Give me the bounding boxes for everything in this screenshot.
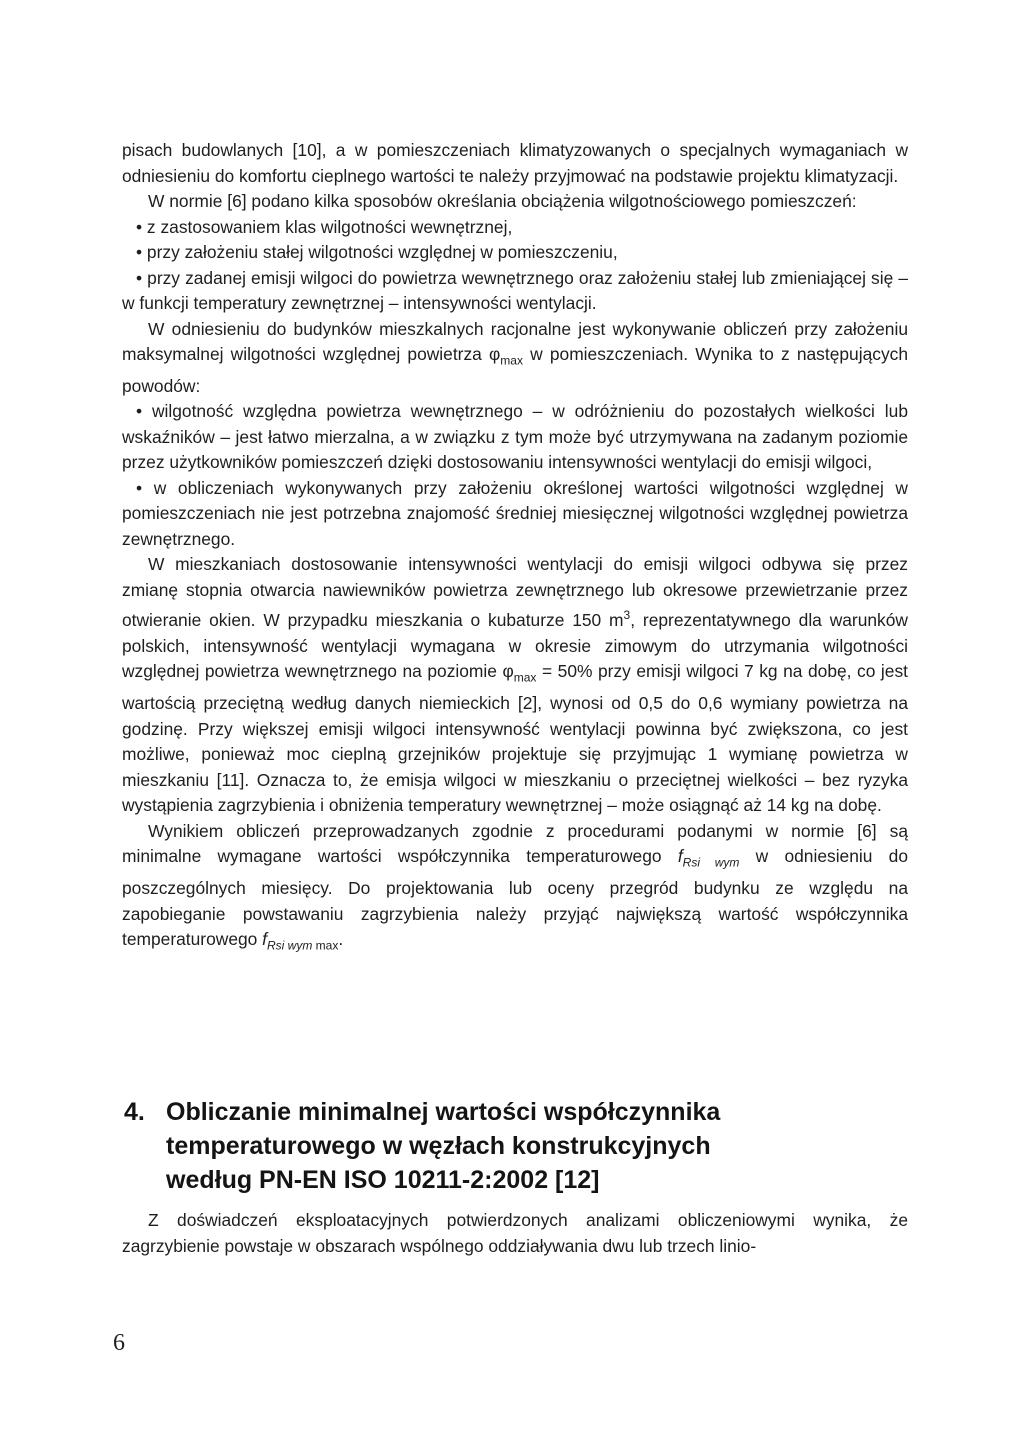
paragraph-6: Z doświadczeń eksploatacyjnych potwierdzonych analizami obliczeniowymi wynika, że zagrzybienie powstaje w obszarach wspólnego oddziaływania dwu lub trzech linio- <box>122 1210 908 1256</box>
bullet-item-5: • w obliczeniach wykonywanych przy założeniu określonej wartości wilgotności względnej w pomieszczeniach nie jest potrzebna znajomość średniej miesięcznej wilgotności względnej powietrza zewnętrznego. <box>122 477 908 549</box>
page-number: 6 <box>113 1330 125 1356</box>
paragraph-3: W odniesieniu do budynków mieszkalnych racjonalne jest wykonywanie obliczeń przy założeniu maksymalnej wilgotności względnej powietrza $\varphi_{max}$ w pomieszczeniach. Wynika to z następujących powodów: <box>122 318 909 396</box>
section-number: 4. <box>124 1098 145 1126</box>
bullet-item-1: • z zastosowaniem klas wilgotności wewnętrznej, <box>136 216 513 237</box>
paragraph-2: W normie [6] podano kilka sposobów określania obciążenia wilgotnościowego pomieszczeń: <box>148 191 857 211</box>
section-heading-line-1: Obliczanie minimalnej wartości współczynnika <box>166 1098 721 1126</box>
paragraph-1: pisach budowlanych [10], a w pomieszczeniach klimatyzowanych o specjalnych wymaganiach w odniesieniu do komfortu cieplnego wartości te należy przyjmować na podstawie projektu klimatyzacji. <box>122 140 908 186</box>
bullet-item-3: • przy zadanej emisji wilgoci do powietrza wewnętrznego oraz założeniu stałej lub zmieniającej się – w funkcji temperatury zewnętrznej – intensywności wentylacji. <box>122 267 908 313</box>
bullet-item-2: • przy założeniu stałej wilgotności względnej w pomieszczeniu, <box>136 242 618 262</box>
section-heading <box>124 1095 884 1197</box>
body-text <box>122 138 908 959</box>
section-heading-line-2: temperaturowego w węzłach konstrukcyjnych <box>166 1132 711 1160</box>
paragraph-4: W mieszkaniach dostosowanie intensywności wentylacji do emisji wilgoci odbywa się przez zmianę stopnia otwarcia nawiewników powietrza zewnętrznego lub okresowe przewietrzanie przez otwieranie okien. W przypadku mieszkania o kubaturze 150 $m^3$, reprezentatywnego dla warunków polskich, intensywność wentylacji wymagana w okresie zimowym do utrzymania wilgotności względnej powietrza wewnętrznego na poziomie $\varphi_{max} = 50\%$ przy emisji wilgoci 7 kg na dobę, co jest wartością przeciętną według danych niemieckich [2], wynosi od 0,5 do 0,6 wymiany powietrza na godzinę. Przy większej emisji wilgoci intensywność wentylacji powinna być zwiększona, co jest możliwe, ponieważ moc cieplną grzejników projektuje się przyjmując 1 wymianę powietrza w mieszkaniu [11]. Oznacza to, że emisja wilgoci w mieszkaniu o przeciętnej wielkości – bez ryzyka wystąpienia zagrzybienia i obniżenia temperatury wewnętrznej – może osiągnąć aż 14 kg na dobę. <box>122 554 908 816</box>
section-heading-line-3: według PN-EN ISO 10211-2:2002 [12] <box>166 1166 600 1194</box>
paragraph-5: Wynikiem obliczeń przeprowadzanych zgodnie z procedurami podanymi w normie [6] są minimalne wymagane wartości współczynnika temperaturowego $f_{Rsi wym}$ w odniesieniu do poszczególnych miesięcy. Do projektowania lub oceny przegród budynku ze względu na zapobieganie powstawaniu zagrzybienia należy przyjąć największą wartość współczynnika temperaturowego $f_{Rsi wym max}$. <box>122 820 909 953</box>
section-body-text <box>122 1208 908 1259</box>
bullet-item-4: • wilgotność względna powietrza wewnętrznego – w odróżnieniu do pozostałych wielkości lub wskaźników – jest łatwo mierzalna, a w związku z tym może być utrzymywana na zadanym poziomie przez użytkowników pomieszczeń dzięki dostosowaniu intensywności wentylacji do emisji wilgoci, <box>122 401 908 473</box>
